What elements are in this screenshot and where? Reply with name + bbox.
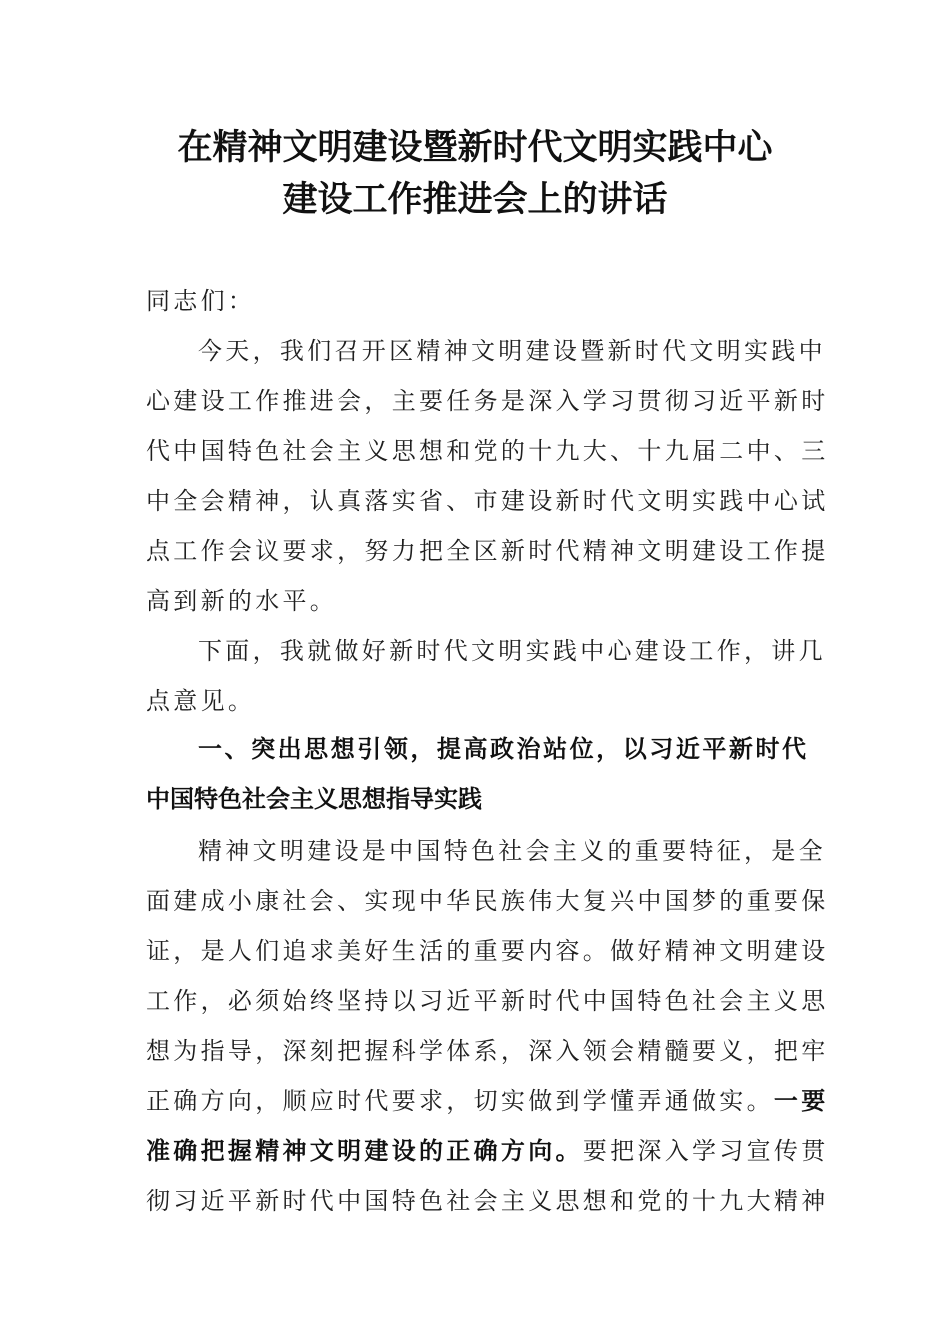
paragraph-3-line: 想为指导，深刻把握科学体系，深入领会精髓要义，把牢 — [146, 1037, 829, 1065]
paragraph-1-line: 点工作会议要求，努力把全区新时代精神文明建设工作提 — [146, 537, 829, 565]
paragraph-3-line: 证，是人们追求美好生活的重要内容。做好精神文明建设 — [146, 937, 829, 965]
paragraph-1-line: 心建设工作推进会，主要任务是深入学习贯彻习近平新时 — [146, 387, 829, 415]
paragraph-3-text: 正确方向，顺应时代要求，切实做到学懂弄通做实。 — [146, 1087, 774, 1115]
paragraph-1-line: 高到新的水平。 — [146, 587, 338, 615]
paragraph-3-text: 要把深入学习宣传贯 — [582, 1137, 829, 1165]
document-title-line-1: 在精神文明建设暨新时代文明实践中心 — [177, 127, 773, 168]
paragraph-3-line — [146, 1126, 829, 1176]
salutation: 同志们： — [146, 287, 256, 315]
paragraph-3-line: 面建成小康社会、实现中华民族伟大复兴中国梦的重要保 — [146, 887, 829, 915]
document-title-line-2: 建设工作推进会上的讲话 — [282, 179, 668, 220]
paragraph-3-line: 彻习近平新时代中国特色社会主义思想和党的十九大精神 — [146, 1187, 829, 1215]
paragraph-3-line — [146, 1076, 829, 1126]
paragraph-2-line: 点意见。 — [146, 687, 256, 715]
paragraph-3-line: 工作，必须始终坚持以习近平新时代中国特色社会主义思 — [146, 987, 829, 1015]
paragraph-3-line: 精神文明建设是中国特色社会主义的重要特征，是全 — [198, 837, 826, 865]
emphasis-text: 准确把握精神文明建设的正确方向。 — [146, 1136, 583, 1165]
paragraph-1-line: 代中国特色社会主义思想和党的十九大、十九届二中、三 — [146, 437, 829, 465]
emphasis-text: 一要 — [773, 1086, 829, 1115]
section-1-heading-line: 中国特色社会主义思想指导实践 — [146, 785, 482, 813]
paragraph-1-line: 今天，我们召开区精神文明建设暨新时代文明实践中 — [198, 337, 826, 365]
section-1-heading-line: 一、突出思想引领，提高政治站位，以习近平新时代 — [198, 735, 806, 763]
paragraph-2-line: 下面，我就做好新时代文明实践中心建设工作，讲几 — [198, 637, 826, 665]
paragraph-1-line: 中全会精神，认真落实省、市建设新时代文明实践中心试 — [146, 487, 829, 515]
